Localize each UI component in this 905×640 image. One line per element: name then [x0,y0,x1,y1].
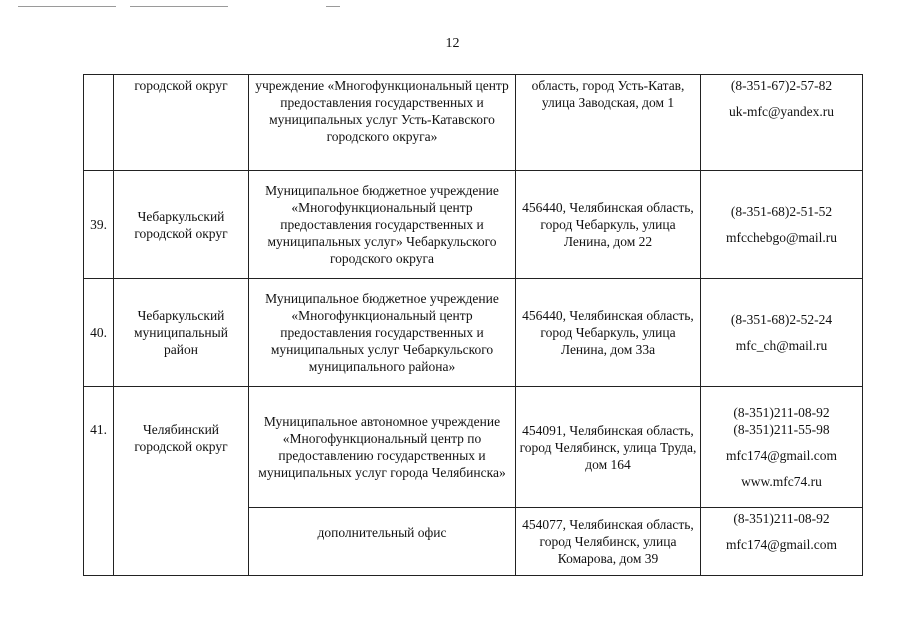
email-address: uk-mfc@yandex.ru [728,104,835,119]
email-address: mfc174@gmail.com [725,537,838,552]
table-row [84,279,863,387]
institution-cell: Муниципальное автономное учреждение «Многофункциональный центр по предоставлению государственных и муниципальных услуг города Челябинска» [249,387,516,508]
institution-cell: Муниципальное бюджетное учреждение «Многофункциональный центр предоставления государственных и муниципальных услуг Чебаркульского муниципального района» [249,279,516,387]
table-row [84,171,863,279]
phone-number: (8-351-68)2-52-24 [730,312,833,327]
contacts-cell [701,171,863,279]
address-cell: 454077, Челябинская область, город Челябинск, улица Комарова, дом 39 [516,508,701,576]
district-cell [114,387,249,576]
address-cell: область, город Усть-Катав, улица Заводская, дом 1 [516,75,701,171]
row-number-text: 41. [90,422,107,437]
page-number: 12 [445,36,460,51]
email-address: mfc174@gmail.com [725,448,838,463]
row-number: 40. [84,279,114,387]
district-cell: городской округ [114,75,249,171]
institution-text: дополнительный офис [317,525,447,540]
phone-number: (8-351-67)2-57-82 [730,78,833,93]
institution-cell: учреждение «Многофункциональный центр предоставления государственных и муниципальных услуг Усть-Катавского городского округа» [249,75,516,171]
row-number [84,75,114,171]
email-address: mfcchebgo@mail.ru [725,230,838,245]
contacts-cell [701,279,863,387]
phone-number: (8-351)211-08-92 [733,405,830,420]
address-cell: 456440, Челябинская область, город Чебаркуль, улица Ленина, дом 22 [516,171,701,279]
scan-artifact-line [130,6,228,7]
phone-number: (8-351)211-08-92 [733,511,830,526]
district-text: Челябинский городской округ [134,422,228,454]
phone-number: (8-351-68)2-51-52 [730,204,833,219]
row-number [84,387,114,576]
scan-artifact-line [326,6,340,7]
row-number: 39. [84,171,114,279]
district-cell: Чебаркульский муниципальный район [114,279,249,387]
contacts-cell [701,75,863,171]
website-address: www.mfc74.ru [741,474,822,489]
contacts-cell [701,508,863,576]
mfc-table [83,74,863,576]
institution-cell: Муниципальное бюджетное учреждение «Многофункциональный центр предоставления государственных и муниципальных услуг» Чебаркульского городского округа [249,171,516,279]
table-row [84,75,863,171]
address-cell: 456440, Челябинская область, город Чебаркуль, улица Ленина, дом 33а [516,279,701,387]
table-row [84,387,863,508]
scan-artifact-line [18,6,116,7]
institution-cell [249,508,516,576]
district-cell: Чебаркульский городской округ [114,171,249,279]
contacts-cell [701,387,863,508]
email-address: mfc_ch@mail.ru [735,338,828,353]
phone-number: (8-351)211-55-98 [733,422,830,437]
address-cell: 454091, Челябинская область, город Челябинск, улица Труда, дом 164 [516,387,701,508]
